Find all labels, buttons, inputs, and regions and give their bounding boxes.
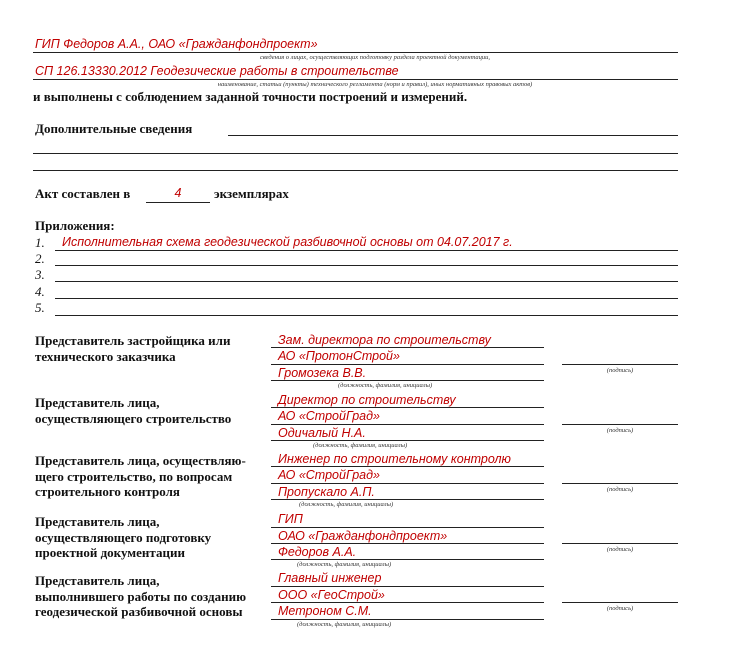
organization-line: [271, 424, 544, 425]
position-line: [271, 407, 544, 408]
name-caption: (должность, фамилия, инициалы): [338, 382, 433, 389]
designer-value: ГИП Федоров А.А., ОАО «Гражданфондпроект»: [35, 37, 318, 51]
representative-organization: АО «ПротонСтрой»: [278, 349, 400, 363]
appendix-number: 5.: [35, 300, 45, 315]
signature-line: [562, 602, 678, 603]
name-caption: (должность, фамилия, инициалы): [297, 621, 392, 628]
additional-line-3: [33, 170, 678, 171]
appendix-number: 2.: [35, 251, 45, 266]
organization-line: [271, 543, 544, 544]
copies-prefix: Акт составлен в: [35, 186, 131, 201]
appendix-line: [55, 281, 678, 282]
representative-position: Главный инженер: [278, 571, 382, 585]
standard-caption: наименование, статьи (пункты) технического регламента (норм и правил), иных нормативных правовых актов): [217, 81, 533, 88]
representative-name: Одичалый Н.А.: [278, 426, 366, 440]
name-caption: (должность, фамилия, инициалы): [313, 442, 408, 449]
signature-line: [562, 543, 678, 544]
name-line: [271, 559, 544, 560]
additional-line-1: [228, 135, 678, 136]
signature-caption: (подпись): [606, 427, 634, 434]
appendix-number: 4.: [35, 284, 45, 299]
name-line: [271, 380, 544, 381]
representative-organization: ОАО «Гражданфондпроект»: [278, 529, 448, 543]
standard-value: СП 126.13330.2012 Геодезические работы в строительстве: [35, 64, 399, 78]
signature-line: [562, 424, 678, 425]
representative-position: Зам. директора по строительству: [278, 333, 491, 347]
representative-position: ГИП: [278, 512, 303, 526]
representative-label: Представитель застройщика или технического заказчика: [35, 333, 231, 364]
additional-line-2: [33, 153, 678, 154]
copies-suffix: экземплярах: [214, 186, 289, 201]
appendix-line: [55, 265, 678, 266]
appendix-number: 1.: [35, 235, 45, 250]
organization-line: [271, 602, 544, 603]
appendices-label: Приложения:: [35, 218, 115, 233]
representative-name: Федоров А.А.: [278, 545, 357, 559]
representative-label: Представитель лица, осуществляю- щего строительство, по вопросам строительного контроля: [35, 453, 246, 499]
position-line: [271, 586, 544, 587]
representative-name: Метроном С.М.: [278, 604, 372, 618]
representative-organization: АО «СтройГрад»: [278, 468, 380, 482]
representative-organization: АО «СтройГрад»: [278, 409, 380, 423]
standard-line: [33, 79, 678, 80]
representative-label: Представитель лица, осуществляющего подготовку проектной документации: [35, 514, 212, 560]
representative-label: Представитель лица, выполнившего работы по созданию геодезической разбивочной основы: [35, 573, 247, 619]
signature-line: [562, 483, 678, 484]
signature-caption: (подпись): [606, 367, 634, 374]
representative-organization: ООО «ГеоСтрой»: [278, 588, 385, 602]
designer-line: [33, 52, 678, 53]
copies-line: [146, 202, 210, 203]
representative-name: Громозека В.В.: [278, 366, 367, 380]
appendix-line: [55, 315, 678, 316]
representative-position: Директор по строительству: [278, 393, 456, 407]
additional-label: Дополнительные сведения: [35, 121, 193, 136]
name-line: [271, 440, 544, 441]
signature-caption: (подпись): [606, 605, 634, 612]
representative-position: Инженер по строительному контролю: [278, 452, 511, 466]
signature-caption: (подпись): [606, 486, 634, 493]
name-line: [271, 619, 544, 620]
position-line: [271, 347, 544, 348]
appendix-line: [55, 298, 678, 299]
position-line: [271, 466, 544, 467]
representative-name: Пропускало А.П.: [278, 485, 375, 499]
organization-line: [271, 483, 544, 484]
copies-count: 4: [174, 186, 182, 200]
name-caption: (должность, фамилия, инициалы): [297, 561, 392, 568]
appendix-number: 3.: [35, 267, 45, 282]
organization-line: [271, 364, 544, 365]
position-line: [271, 527, 544, 528]
accuracy-text: и выполнены с соблюдением заданной точности построений и измерений.: [33, 89, 468, 104]
signature-caption: (подпись): [606, 546, 634, 553]
appendix-line: [55, 250, 678, 251]
representative-label: Представитель лица, осуществляющего строительство: [35, 395, 232, 426]
designer-caption: сведения о лицах, осуществляющих подготовку раздела проектной документации,: [259, 54, 491, 61]
name-caption: (должность, фамилия, инициалы): [299, 501, 394, 508]
name-line: [271, 499, 544, 500]
appendix-text: Исполнительная схема геодезической разбивочной основы от 04.07.2017 г.: [62, 235, 513, 249]
signature-line: [562, 364, 678, 365]
